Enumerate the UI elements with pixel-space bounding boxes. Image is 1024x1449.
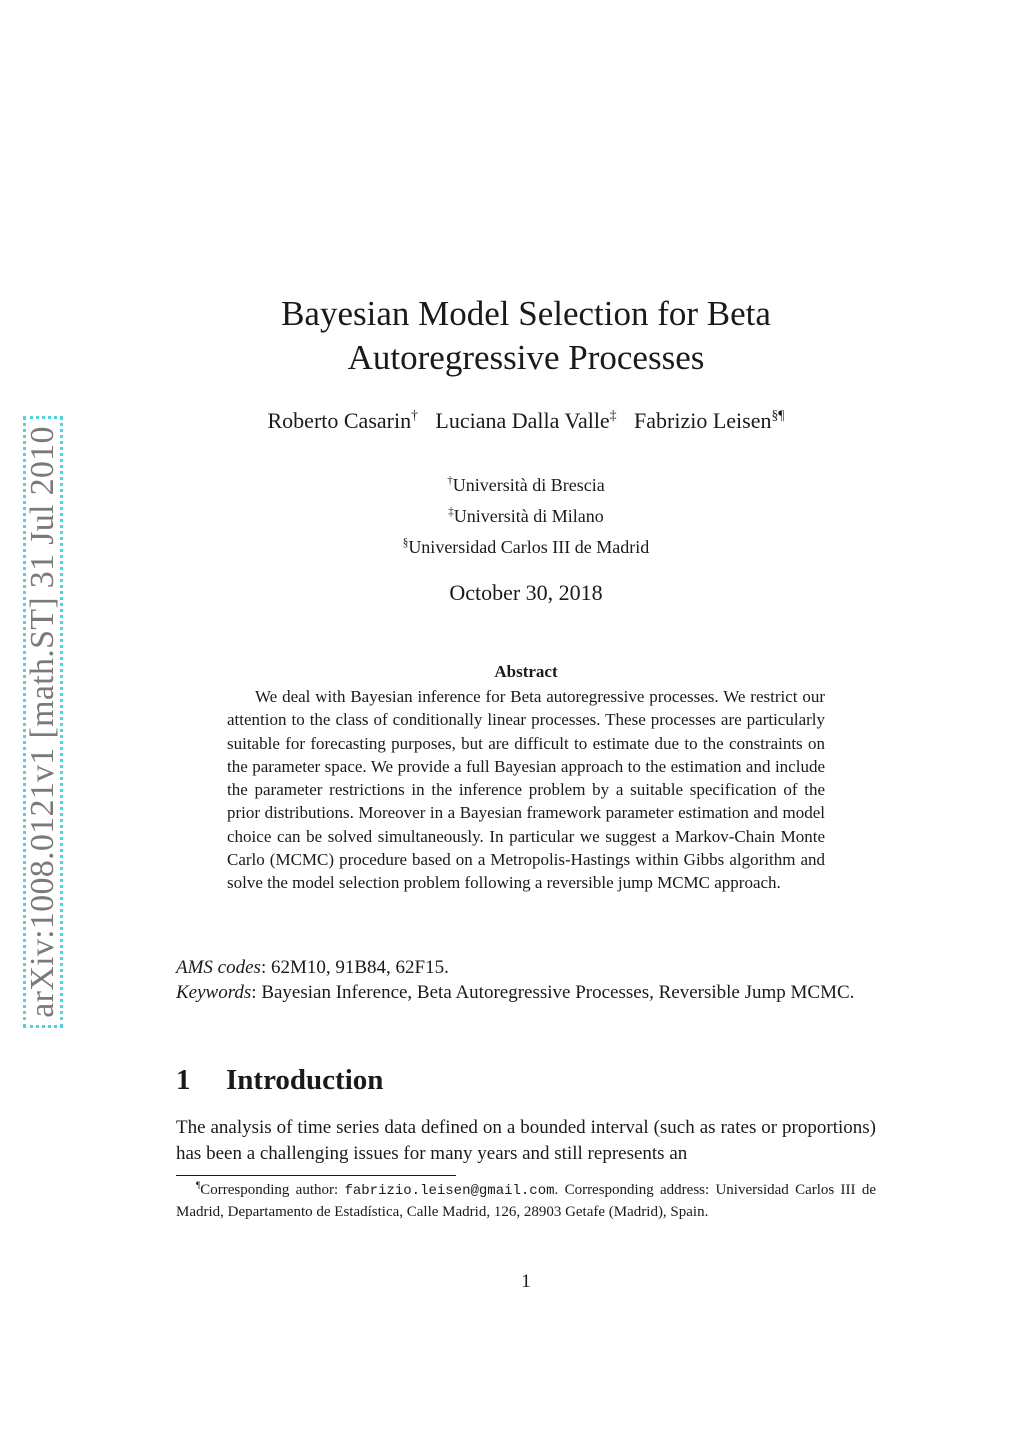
abstract-text: We deal with Bayesian inference for Beta autoregressive processes. We restrict our attention to the class of conditionally linear processes. These processes are particularly suitable for forecasting purposes, but are difficult to estimate due to the constraints on the parameter space. We provide a full Bayesian approach to the estimation and include the parameter restrictions in the inference problem by a suitable specification of the prior distributions. Moreover in a Bayesian framework parameter estimation and model choice can be solved simultaneously. In particular we suggest a Markov-Chain Monte Carlo (MCMC) procedure based on a Metropolis-Hastings within Gibbs algorithm and solve the model selection problem following a reversible jump MCMC approach. [227, 687, 825, 893]
intro-paragraph: The analysis of time series data defined on a bounded interval (such as rates or proportions) has been a challenging issues for many years and still represents an [176, 1117, 876, 1164]
affiliation: †Università di Brescia [447, 475, 605, 495]
footnote: ¶Corresponding author: fabrizio.leisen@gmail.com. Corresponding address: Universidad Carlos III de Madrid, Departamento de Estadística, Calle Madrid, 126, 28903 Getafe (Madrid), Spain. [176, 1181, 876, 1220]
title-line-2: Autoregressive Processes [347, 338, 705, 377]
email-link[interactable]: fabrizio.leisen@gmail.com [344, 1183, 555, 1199]
author: Roberto Casarin† [267, 407, 418, 433]
section-number: 1 [176, 1064, 191, 1096]
arxiv-stamp [24, 426, 62, 1018]
arxiv-id: arXiv:1008.0121v1 [24, 747, 61, 1018]
section-heading [176, 1062, 383, 1098]
author: Luciana Dalla Valle‡ [435, 407, 617, 433]
section-title: Introduction [226, 1064, 384, 1096]
paper-date: October 30, 2018 [449, 580, 603, 605]
paper-title [176, 292, 876, 380]
abstract-heading: Abstract [494, 662, 558, 681]
page-number: 1 [521, 1271, 531, 1292]
ams-label: AMS codes [176, 957, 261, 978]
ams-codes: AMS codes: 62M10, 91B84, 62F15. [176, 957, 449, 978]
arxiv-date: 31 Jul 2010 [24, 426, 61, 589]
affiliation: ‡Università di Milano [448, 506, 604, 526]
arxiv-category: [math.ST] [24, 597, 61, 739]
author: Fabrizio Leisen§¶ [634, 407, 785, 433]
footnote-rule [176, 1175, 456, 1176]
affiliation: §Universidad Carlos III de Madrid [402, 537, 650, 557]
author-list [176, 404, 876, 438]
keywords: Keywords: Bayesian Inference, Beta Autoregressive Processes, Reversible Jump MCMC. [176, 982, 855, 1003]
keywords-label: Keywords [176, 982, 252, 1003]
title-line-1: Bayesian Model Selection for Beta [281, 294, 771, 333]
